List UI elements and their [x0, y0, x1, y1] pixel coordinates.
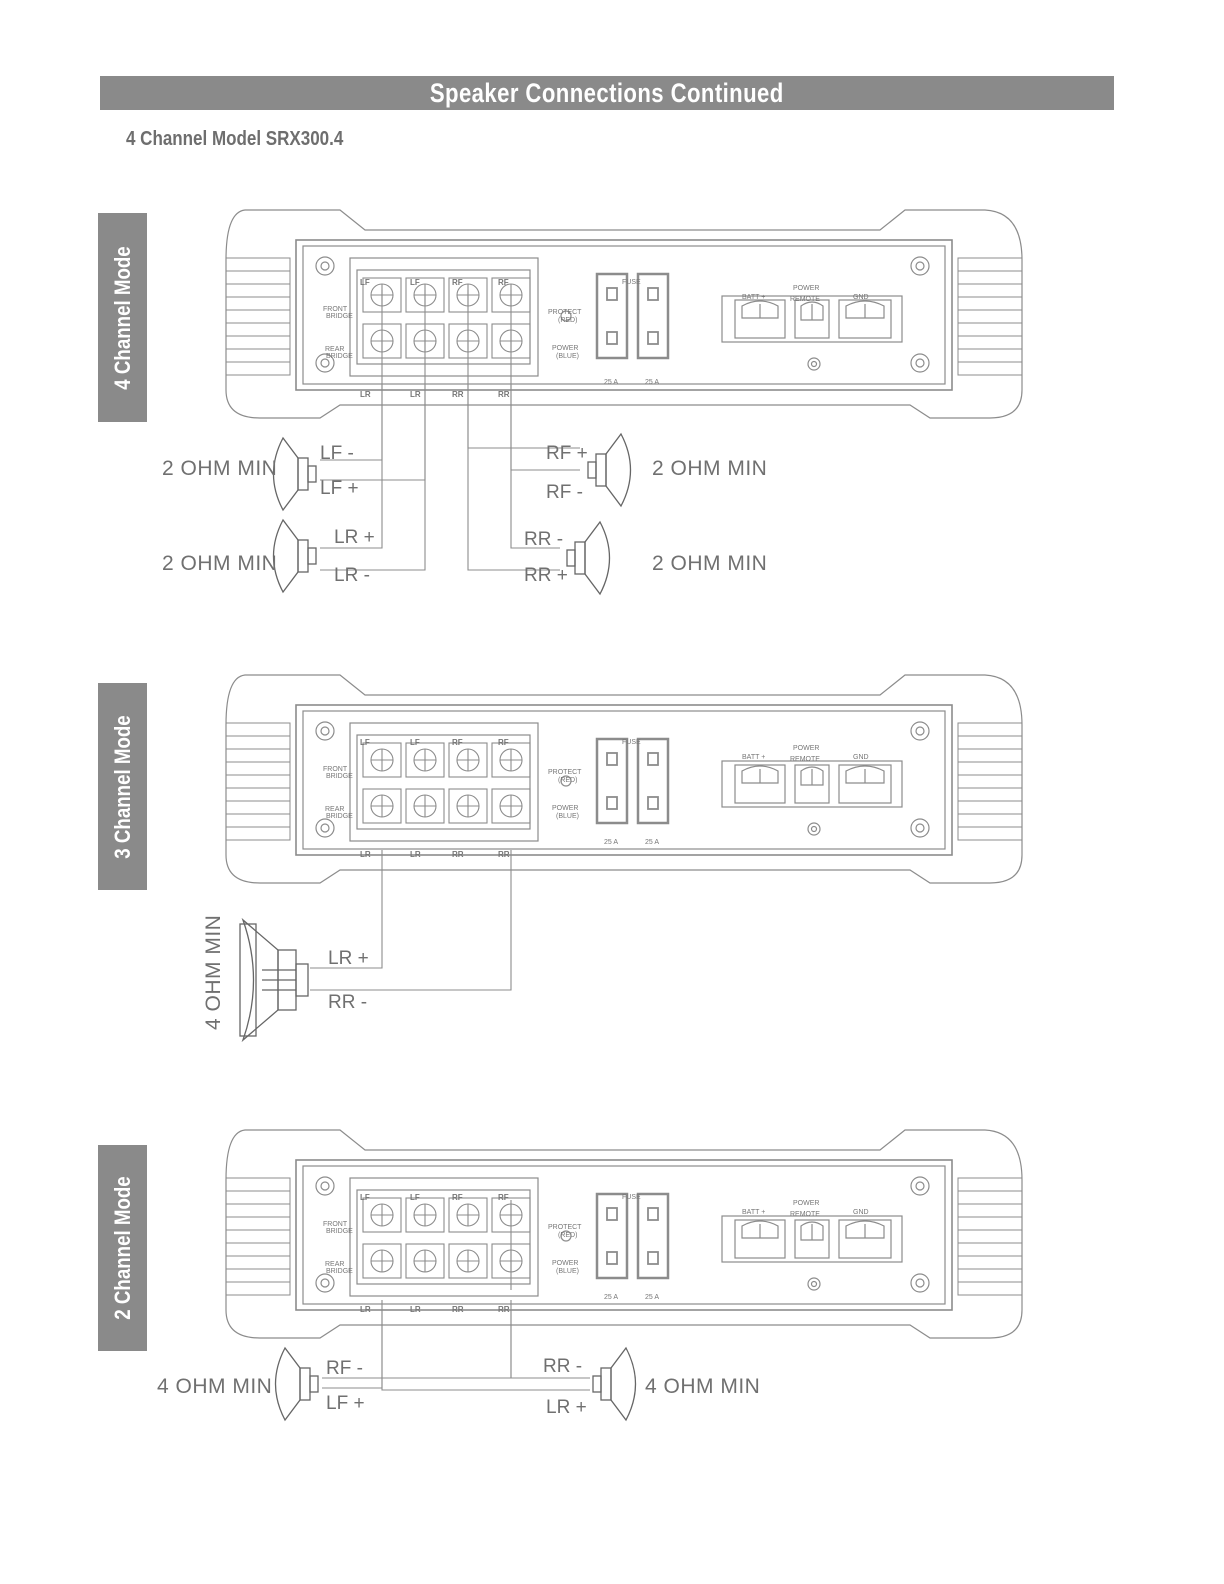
terminal-label: LR: [410, 850, 421, 859]
remote-label: REMOTE: [790, 296, 820, 303]
terminal-label: LR: [410, 390, 421, 399]
speaker-lf-4ch-icon: [274, 438, 317, 510]
batt-label: BATT +: [742, 294, 766, 301]
terminal-label: LF: [410, 1193, 420, 1202]
fuse-rating-label: 25 A: [645, 379, 660, 386]
batt-label: BATT +: [742, 754, 766, 761]
rear-label: REAR: [325, 806, 345, 813]
model-subtitle: 4 Channel Model SRX300.4: [126, 128, 344, 150]
fuse-label: FUSE: [622, 279, 641, 286]
rear-label: REAR: [325, 346, 345, 353]
section-title: Speaker Connections Continued: [430, 78, 784, 108]
terminal-label: RR: [452, 390, 464, 399]
wire-label: LF +: [320, 478, 359, 499]
speaker-lr-4ch-icon: [274, 520, 317, 592]
terminal-label: LF: [360, 1193, 370, 1202]
power-label: POWER: [552, 1260, 579, 1267]
ohm-label: 2 OHM MIN: [162, 552, 278, 575]
terminal-label: RF: [452, 278, 463, 287]
fuse-rating-label: 25 A: [645, 839, 660, 846]
terminal-label: RR: [452, 1305, 464, 1314]
remote-label: POWER: [793, 285, 820, 292]
mode-label-2ch: 2 Channel Mode: [109, 1176, 135, 1320]
wire-label: RR -: [524, 529, 564, 550]
speaker-right-2ch-icon: [593, 1348, 636, 1420]
terminal-label: LR: [360, 1305, 371, 1314]
protect-label: PROTECT: [548, 769, 582, 776]
ohm-label: 4 OHM MIN: [157, 1375, 273, 1398]
terminal-label: LR: [360, 850, 371, 859]
ohm-label: 4 OHM MIN: [645, 1375, 761, 1398]
mode-label-4ch: 4 Channel Mode: [109, 245, 135, 390]
rear-label: REAR: [325, 1261, 345, 1268]
front-label: FRONT: [323, 306, 348, 313]
wire-label: LF -: [320, 443, 354, 464]
batt-label: BATT +: [742, 1209, 766, 1216]
wire-label: LR +: [328, 948, 369, 969]
fuse-label: FUSE: [622, 1194, 641, 1201]
remote-label: POWER: [793, 1200, 820, 1207]
fuse-rating-label: 25 A: [604, 379, 619, 386]
protect-color-label: (RED): [558, 777, 578, 784]
mode-label-3ch: 3 Channel Mode: [109, 714, 135, 859]
terminal-label: RR: [498, 1305, 510, 1314]
fuse-rating-label: 25 A: [604, 1294, 619, 1301]
wire-label: LR -: [334, 565, 370, 586]
bridge-label: BRIDGE: [326, 813, 353, 820]
front-label: FRONT: [323, 1221, 348, 1228]
terminal-label: RF: [452, 738, 463, 747]
wire-label: RR -: [328, 992, 368, 1013]
power-color-label: (BLUE): [556, 353, 579, 360]
fuse-label: FUSE: [622, 739, 641, 746]
speaker-labels: [157, 443, 767, 1418]
remote-label: REMOTE: [790, 756, 820, 763]
wire-label: RF -: [546, 482, 583, 503]
wire-label: LR +: [546, 1397, 587, 1418]
bridge-label: BRIDGE: [326, 773, 353, 780]
wire-label: RR -: [543, 1356, 583, 1377]
terminal-label: LR: [360, 390, 371, 399]
terminal-label: RR: [498, 390, 510, 399]
protect-color-label: (RED): [558, 317, 578, 324]
terminal-label: LF: [410, 278, 420, 287]
gnd-label: GND: [853, 1209, 869, 1216]
speaker-rf-4ch-icon: [588, 434, 631, 506]
fuse-rating-label: 25 A: [645, 1294, 660, 1301]
ohm-label: 2 OHM MIN: [652, 552, 768, 575]
wire-label: LR +: [334, 527, 375, 548]
speaker-rr-4ch-icon: [567, 522, 610, 594]
speaker-sub-3ch-icon: [240, 920, 308, 1040]
wire-label: RF -: [326, 1358, 363, 1379]
terminal-label: RR: [452, 850, 464, 859]
terminal-label: LF: [360, 278, 370, 287]
terminal-label: RF: [498, 1193, 509, 1202]
terminal-label: LF: [410, 738, 420, 747]
terminal-label: RF: [498, 278, 509, 287]
ohm-label: 2 OHM MIN: [652, 457, 768, 480]
gnd-label: GND: [853, 294, 869, 301]
protect-color-label: (RED): [558, 1232, 578, 1239]
bridge-label: BRIDGE: [326, 353, 353, 360]
power-color-label: (BLUE): [556, 1268, 579, 1275]
ohm-label: 2 OHM MIN: [162, 457, 278, 480]
power-label: POWER: [552, 345, 579, 352]
bridge-label: BRIDGE: [326, 1228, 353, 1235]
terminal-label: LF: [360, 738, 370, 747]
bridge-label: BRIDGE: [326, 313, 353, 320]
remote-label: POWER: [793, 745, 820, 752]
wire-label: RF +: [546, 443, 588, 464]
terminal-label: LR: [410, 1305, 421, 1314]
terminal-label: RF: [452, 1193, 463, 1202]
fuse-rating-label: 25 A: [604, 839, 619, 846]
bridge-label: BRIDGE: [326, 1268, 353, 1275]
power-color-label: (BLUE): [556, 813, 579, 820]
protect-label: PROTECT: [548, 309, 582, 316]
wires-3ch: [310, 850, 511, 990]
speaker-left-2ch-icon: [276, 1348, 319, 1420]
terminal-label: RF: [498, 738, 509, 747]
front-label: FRONT: [323, 766, 348, 773]
remote-label: REMOTE: [790, 1211, 820, 1218]
protect-label: PROTECT: [548, 1224, 582, 1231]
wire-label: RR +: [524, 565, 568, 586]
terminal-label: RR: [498, 850, 510, 859]
wire-label: LF +: [326, 1393, 365, 1414]
gnd-label: GND: [853, 754, 869, 761]
ohm-label: 4 OHM MIN: [202, 914, 225, 1030]
power-label: POWER: [552, 805, 579, 812]
